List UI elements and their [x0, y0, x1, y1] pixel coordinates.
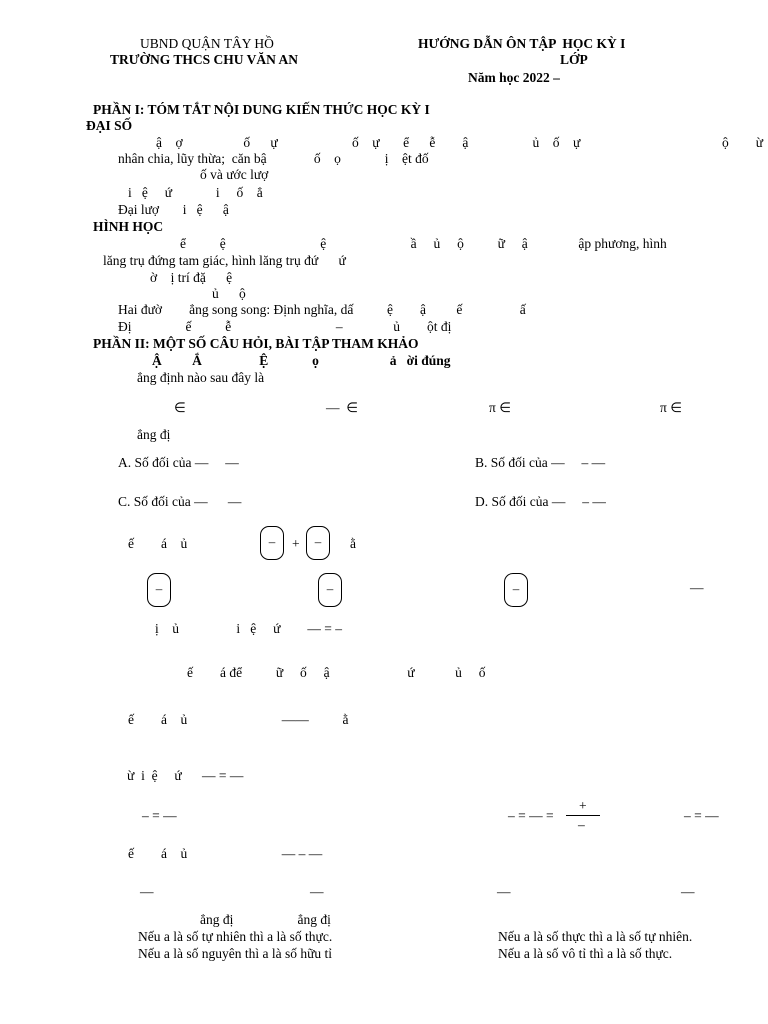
school-year: Năm học 2022 – [468, 70, 560, 85]
question-stem: ế á ủ —— ằ [128, 712, 349, 727]
question-stem: ị ủ i ệ ứ — = – [155, 621, 343, 636]
option-a: — [140, 884, 154, 899]
option-c: Nếu a là số nguyên thì a là số hữu tỉ [138, 946, 333, 961]
algebra-line: ậ ợ ố ự ố ự ể ễ ậ ủ ố ự ộ ừ [156, 135, 764, 150]
part2-title: PHẦN II: MỘT SỐ CÂU HỎI, BÀI TẬP THAM KHẢO [93, 336, 419, 351]
question-stem: ế á để ữ ố ậ ứ ủ ố [187, 665, 486, 680]
paren-expression: – [260, 526, 284, 560]
part1-title: PHẦN I: TÓM TẮT NỘI DUNG KIẾN THỨC HỌC KỲ I [93, 102, 430, 117]
algebra-line: i ệ ứ i ố ẳ [128, 185, 263, 200]
algebra-line: nhân chia, lũy thừa; căn bậ ố ọ ị ệt đố [118, 151, 429, 166]
algebra-line: ố và ước lượ [200, 167, 269, 182]
document-title: HƯỚNG DẪN ÔN TẬP HỌC KỲ I [418, 36, 626, 51]
option-c: – = — = [508, 808, 554, 823]
algebra-heading: ĐẠI SỐ [86, 118, 133, 133]
algebra-line: Đại lượ i ệ ậ [118, 202, 229, 217]
option-b: Nếu a là số thực thì a là số tự nhiên. [498, 929, 693, 944]
geometry-heading: HÌNH HỌC [93, 219, 164, 234]
geometry-line: ủ ộ [212, 286, 246, 301]
part2-subtitle: Ậ Ắ Ệ ọ ả ời đúng [152, 353, 451, 368]
geometry-line: ờ ị trí đặ ệ [150, 270, 233, 285]
question-stem: ế á ủ — – — [128, 846, 323, 861]
option-c: C. Số đối của — — [118, 494, 242, 509]
question-stem: ẳng đị [137, 427, 171, 442]
geometry-line: ể ệ ệ ầ ủ ộ ữ ậ ập phương, hình [180, 236, 667, 251]
option-d: — [681, 884, 695, 899]
option-b: — ∈ [326, 400, 359, 415]
option-d: D. Số đối của — – — [475, 494, 606, 509]
geometry-line: lăng trụ đứng tam giác, hình lăng trụ đứ ứ [103, 253, 346, 268]
option-a: – = — [142, 808, 177, 823]
option-a: – [147, 573, 171, 607]
option-d: — [690, 580, 704, 595]
geometry-line: Hai đườ ẳng song song: Định nghĩa, dấ ệ ậ ế ấ [118, 302, 526, 317]
geometry-line: Đị ế ễ – ủ ột đị [118, 319, 452, 334]
option-d: Nếu a là số vô tỉ thì a là số thực. [498, 946, 673, 961]
plus-sign: + [292, 536, 300, 551]
fraction-denominator: – [578, 817, 585, 832]
question-stem: ừ i ệ ứ — = — [127, 768, 244, 783]
fraction-numerator: + [579, 798, 587, 813]
option-b: – [318, 573, 342, 607]
question-stem: ẳng định nào sau đây là [137, 370, 265, 385]
school-district: UBND QUẬN TÂY HỒ [140, 36, 274, 51]
school-name: TRƯỜNG THCS CHU VĂN AN [110, 52, 299, 67]
option-d: π ∈ [660, 400, 682, 415]
option-a: ∈ [174, 400, 186, 415]
option-c: – [504, 573, 528, 607]
option-b: — [310, 884, 324, 899]
option-c: π ∈ [489, 400, 511, 415]
grade-label: LỚP [560, 52, 588, 67]
option-c: — [497, 884, 511, 899]
question-stem: ẳng đị ẳng đị [200, 912, 331, 927]
option-a: A. Số đối của — — [118, 455, 239, 470]
question-tail: ằ [350, 536, 356, 551]
fraction-bar [566, 815, 600, 816]
option-a: Nếu a là số tự nhiên thì a là số thực. [138, 929, 333, 944]
question-stem: ế á ủ [128, 536, 188, 551]
option-b: B. Số đối của — – — [475, 455, 606, 470]
paren-expression: – [306, 526, 330, 560]
option-d: – = — [684, 808, 719, 823]
